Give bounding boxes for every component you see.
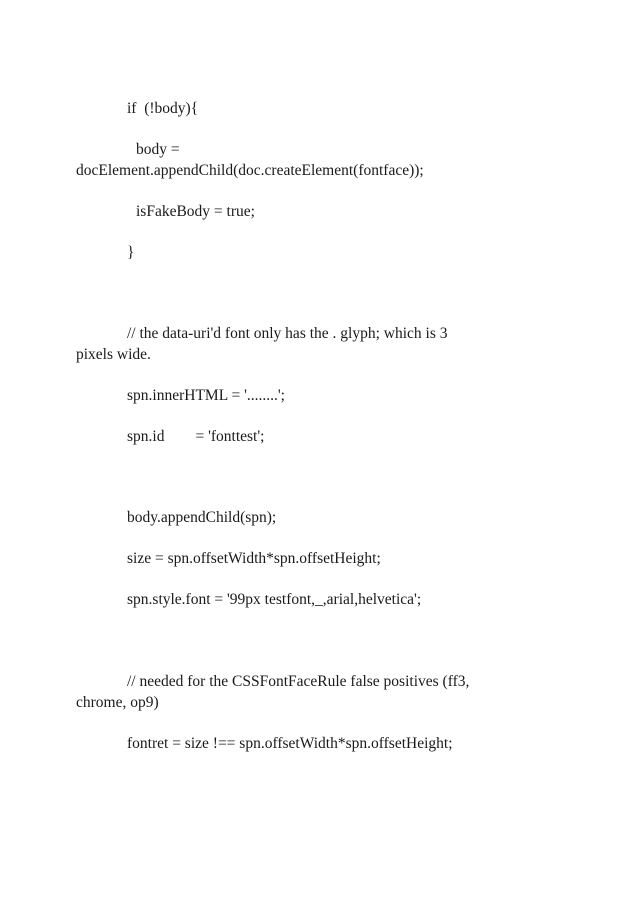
code-line-close-brace: } [127,244,135,261]
code-comment-continuation-browsers: chrome, op9) [76,694,159,711]
code-line-body-assign: body = [136,141,180,158]
code-line-if-body: if (!body){ [127,100,199,117]
code-line-spn-id: spn.id = 'fonttest'; [127,428,265,445]
code-line-style-font: spn.style.font = '99px testfont,_,arial,helvetica'; [127,591,422,608]
code-comment-continuation: pixels wide. [76,346,151,363]
code-line-is-fake-body: isFakeBody = true; [136,203,255,220]
code-comment-data-uri: // the data-uri'd font only has the . glyph; which is 3 [127,325,448,342]
code-comment-css-font-face: // needed for the CSSFontFaceRule false positives (ff3, [127,673,470,690]
code-line-fontret: fontret = size !== spn.offsetWidth*spn.offsetHeight; [127,735,453,752]
code-line-size: size = spn.offsetWidth*spn.offsetHeight; [127,550,381,567]
code-line-append-child: docElement.appendChild(doc.createElement(fontface)); [76,162,424,179]
code-line-body-append-spn: body.appendChild(spn); [127,509,277,526]
code-line-inner-html: spn.innerHTML = '........'; [127,387,285,404]
